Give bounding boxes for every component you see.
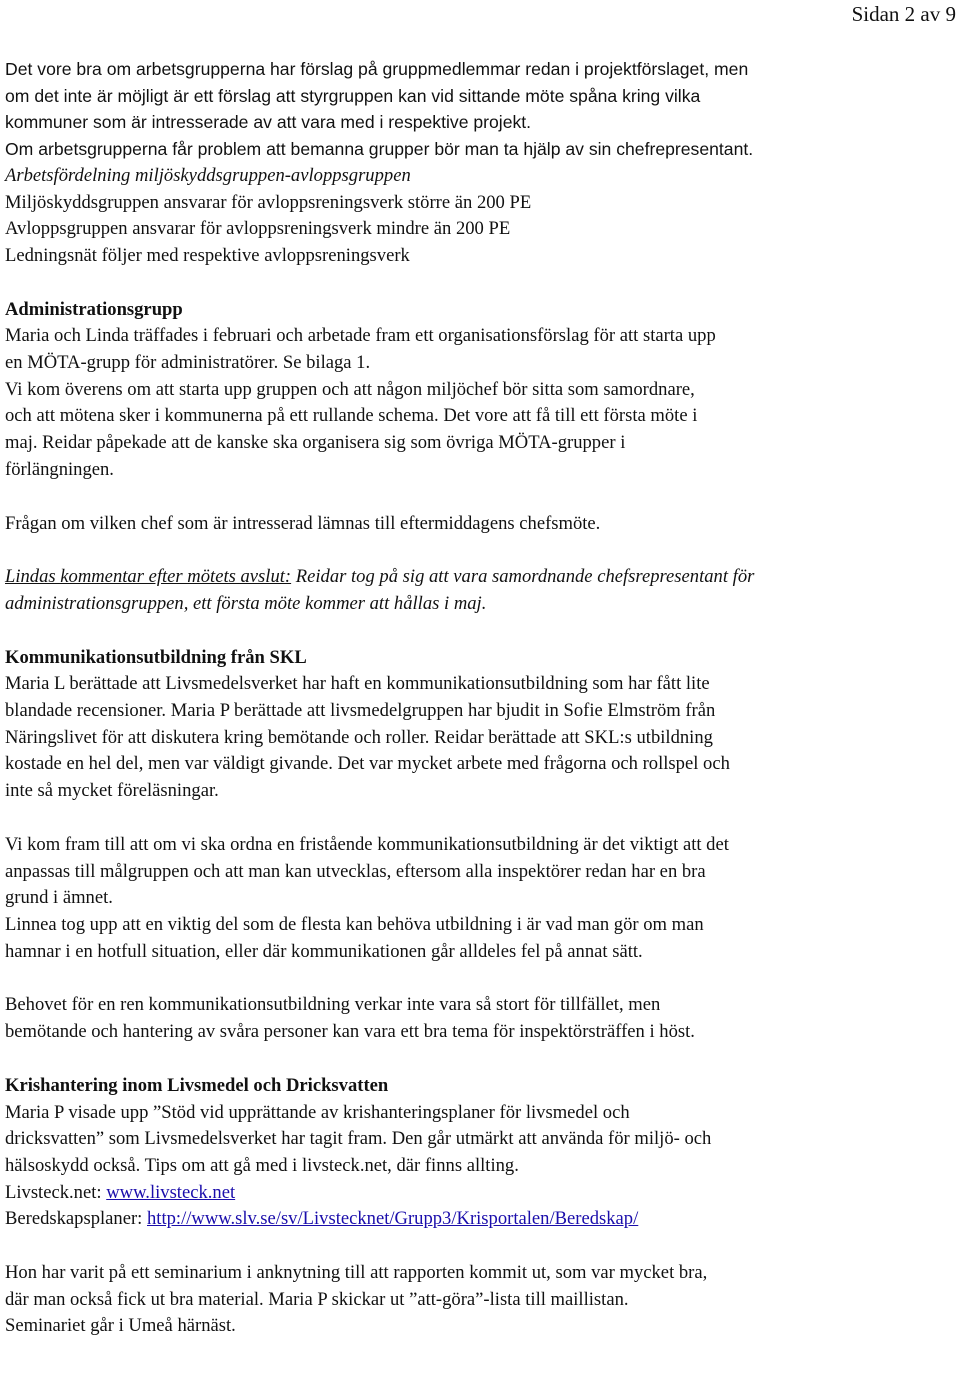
body-line: en MÖTA-grupp för administratörer. Se bilaga 1.	[5, 352, 371, 374]
beredskap-label: Beredskapsplaner:	[5, 1208, 147, 1230]
beredskap-line	[5, 1206, 955, 1233]
body-line: Linnea tog upp att en viktig del som de flesta kan behöva utbildning i är vad man gör om man	[5, 913, 704, 935]
comment-line: administrationsgruppen, ett första möte kommer att hållas i maj.	[5, 592, 487, 614]
section-subheading: Arbetsfördelning miljöskyddsgruppen-avloppsgruppen	[5, 164, 411, 186]
intro-paragraph	[5, 56, 955, 163]
body-line: dricksvatten” som Livsmedelsverket har tagit fram. Den går utmärkt att använda för miljö- och	[5, 1128, 712, 1150]
body-line: bemötande och hantering av svåra personer kan vara ett bra tema för inspektörsträffen i höst.	[5, 1021, 695, 1043]
administration-section	[5, 297, 955, 618]
body-line: Maria och Linda träffades i februari och arbetade fram ett organisationsförslag för att starta upp	[5, 325, 716, 347]
krishantering-section	[5, 1073, 955, 1340]
body-line: Frågan om vilken chef som är intresserad lämnas till eftermiddagens chefsmöte.	[5, 512, 601, 534]
body-line: förlängningen.	[5, 458, 114, 480]
body-line: Hon har varit på ett seminarium i anknytning till att rapporten kommit ut, som var mycket bra,	[5, 1262, 708, 1284]
body-line: Ledningsnät följer med respektive avloppsreningsverk	[5, 244, 410, 266]
body-line: Seminariet går i Umeå härnäst.	[5, 1315, 236, 1337]
livsteck-link[interactable]: www.livsteck.net	[106, 1181, 236, 1203]
body-line: där man också fick ut bra material. Maria P skickar ut ”att-göra”-lista till maillistan.	[5, 1288, 629, 1310]
intro-line: Det vore bra om arbetsgrupperna har förslag på gruppmedlemmar redan i projektförslaget, men	[5, 59, 749, 79]
document-body	[5, 56, 955, 1340]
body-line: Behovet för en ren kommunikationsutbildning verkar inte vara så stort för tillfället, men	[5, 994, 661, 1016]
livsteck-label: Livsteck.net:	[5, 1181, 107, 1203]
body-line: blandade recensioner. Maria P berättade att livsmedelgruppen har bjudit in Sofie Elmström från	[5, 700, 716, 722]
body-line: inte så mycket föreläsningar.	[5, 780, 219, 802]
comment-text: Reidar tog på sig att vara samordnande chefsrepresentant för	[291, 566, 755, 588]
body-line: och att mötena sker i kommunerna på ett rullande schema. Det vore att få till ett första möte i	[5, 405, 698, 427]
comment-label: Lindas kommentar efter mötets avslut:	[5, 566, 292, 588]
body-line: grund i ämnet.	[5, 887, 113, 909]
livsteck-line	[5, 1180, 955, 1207]
body-line: Maria L berättade att Livsmedelsverket har haft en kommunikationsutbildning som har fått lite	[5, 673, 710, 695]
body-line: Avloppsgruppen ansvarar för avloppsreningsverk mindre än 200 PE	[5, 218, 511, 240]
kommunikation-section	[5, 645, 955, 1046]
page-number: Sidan 2 av 9	[851, 2, 956, 26]
section-heading: Administrationsgrupp	[5, 298, 183, 320]
intro-line: om det inte är möjligt är ett förslag att styrgruppen kan vid sittande möte spåna kring vilka	[5, 85, 701, 106]
body-line: hamnar i en hotfull situation, eller där kommunikationen går alldeles fel på annat sätt.	[5, 940, 643, 962]
beredskap-link[interactable]: http://www.slv.se/sv/Livstecknet/Grupp3/Krisportalen/Beredskap/	[147, 1208, 639, 1230]
body-line: Vi kom överens om att starta upp gruppen och att någon miljöchef bör sitta som samordnare,	[5, 378, 695, 400]
section-heading: Kommunikationsutbildning från SKL	[5, 646, 307, 668]
body-line: hälsoskydd också. Tips om att gå med i livsteck.net, där finns allting.	[5, 1154, 519, 1176]
intro-line: Om arbetsgrupperna får problem att bemanna grupper bör man ta hjälp av sin chefrepresentant.	[5, 139, 754, 160]
body-line: maj. Reidar påpekade att de kanske ska organisera sig som övriga MÖTA-grupper i	[5, 432, 626, 454]
section-heading: Krishantering inom Livsmedel och Dricksvatten	[5, 1074, 389, 1096]
intro-line: kommuner som är intresserade av att vara med i respektive projekt.	[5, 112, 532, 133]
body-line: anpassas till målgruppen och att man kan utvecklas, eftersom alla inspektörer redan har en bra	[5, 860, 706, 882]
body-line: Miljöskyddsgruppen ansvarar för avloppsreningsverk större än 200 PE	[5, 191, 532, 213]
body-line: kostade en hel del, men var väldigt givande. Det var mycket arbete med frågorna och rollspel och	[5, 753, 730, 775]
body-line: Näringslivet för att diskutera kring bemötande och roller. Reidar berättade att SKL:s utbildning	[5, 726, 713, 748]
arbetsfordelning-section	[5, 163, 955, 270]
body-line: Vi kom fram till att om vi ska ordna en fristående kommunikationsutbildning är det viktigt att det	[5, 833, 729, 855]
comment-line	[5, 564, 955, 591]
body-line: Maria P visade upp ”Stöd vid upprättande av krishanteringsplaner för livsmedel och	[5, 1101, 630, 1123]
